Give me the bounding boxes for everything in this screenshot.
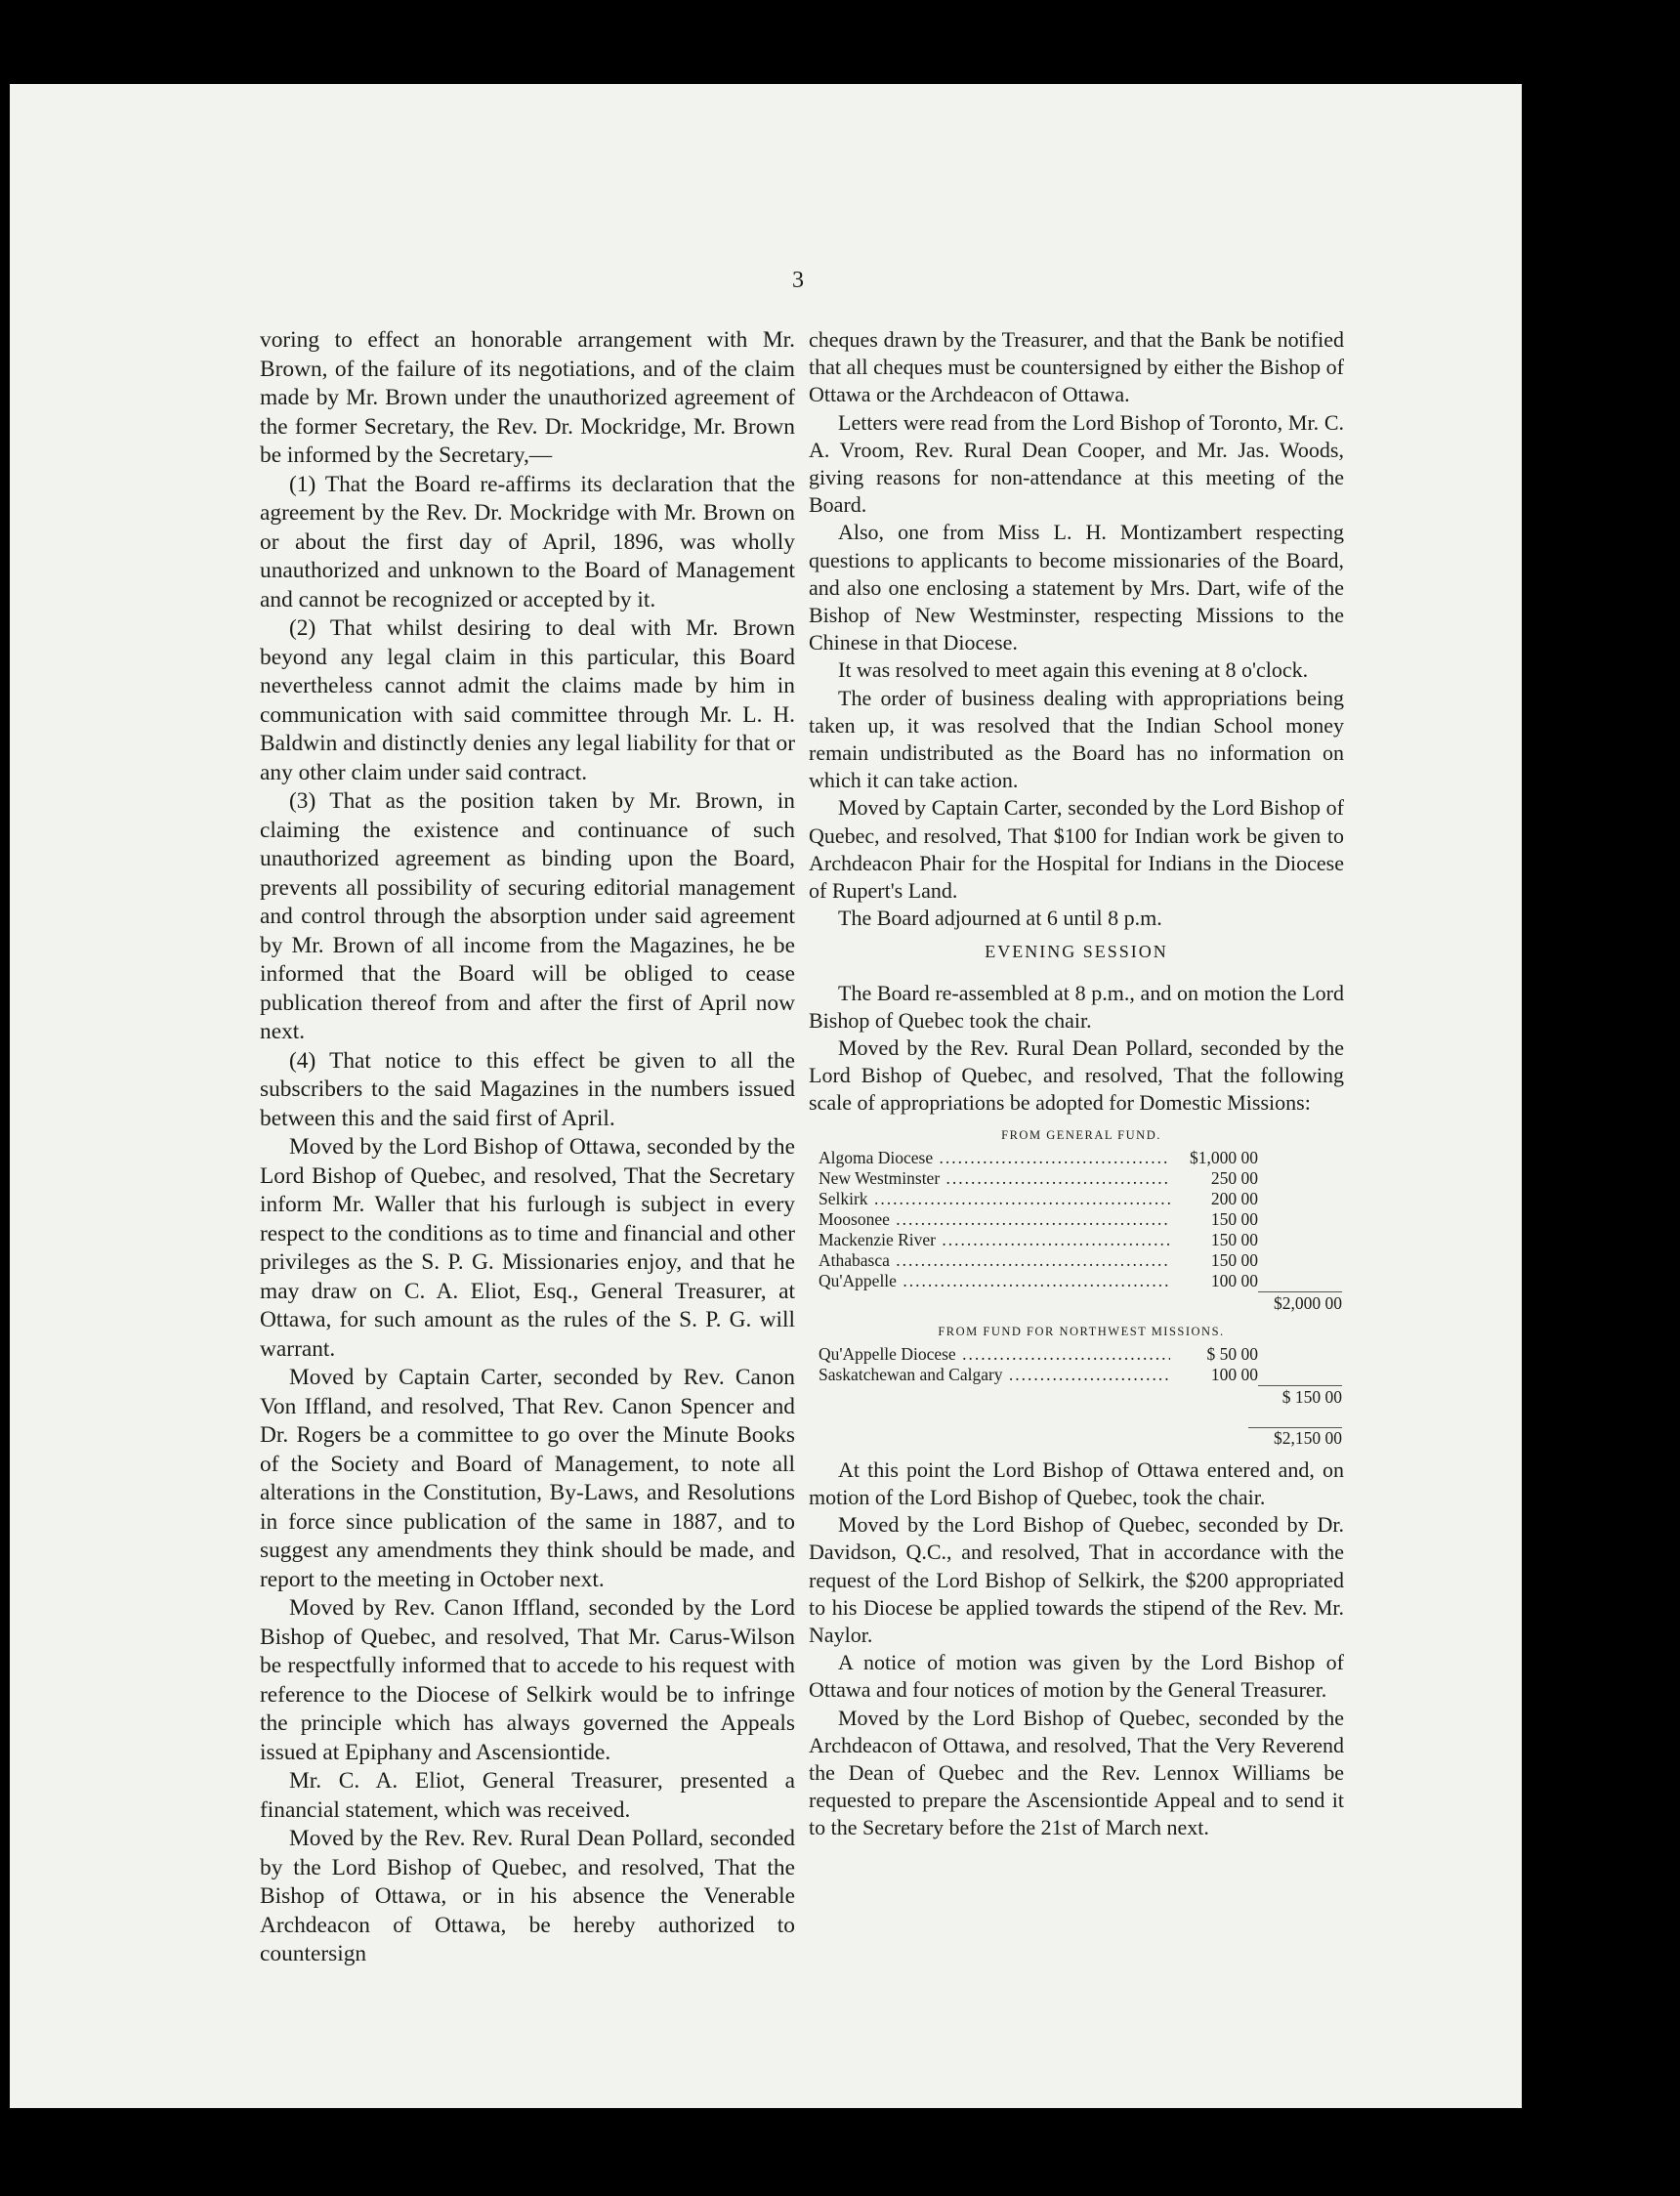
- table-row: [819, 1209, 1258, 1230]
- paragraph: The order of business dealing with appropriations being taken up, it was resolved that the Indian School money remain undistributed as the Board has no information on which it can take action.: [809, 685, 1344, 793]
- paragraph: cheques drawn by the Treasurer, and that the Bank be notified that all cheques must be countersigned by either the Bishop of Ottawa or the Archdeacon of Ottawa.: [809, 327, 1344, 407]
- paragraph: The Board adjourned at 6 until 8 p.m.: [838, 906, 1162, 931]
- document-page: [10, 84, 1522, 2108]
- row-name: New Westminster .....: [819, 1168, 1170, 1189]
- northwest-fund-heading: FROM FUND FOR NORTHWEST MISSIONS.: [938, 1324, 1225, 1338]
- right-column: [809, 326, 1344, 1842]
- row-amount: 150 00: [1210, 1208, 1258, 1229]
- paragraph: (3) That as the position taken by Mr. Brown, in claiming the existence and continuance of such unauthorized agreement as binding upon the Board, prevents all possibility of securing editorial management and control through the absorption under said agreement by Mr. Brown of all income from the Magazines, he be informed that the Board will be obliged to cease publication thereof from and after the first of April now next.: [260, 788, 795, 1044]
- row-name: Selkirk .....: [819, 1189, 1170, 1209]
- table-row: [819, 1271, 1258, 1291]
- row-name: Saskatchewan and Calgary .....: [819, 1365, 1170, 1385]
- paragraph: Letters were read from the Lord Bishop of Toronto, Mr. C. A. Vroom, Rev. Rural Dean Cooper, and Mr. Jas. Woods, giving reasons for non-attendance at this meeting of the Board.: [809, 409, 1344, 518]
- row-amount: $1,000 00: [1190, 1147, 1258, 1167]
- table-row: [819, 1148, 1258, 1168]
- row-amount: 200 00: [1210, 1188, 1258, 1208]
- paragraph: (1) That the Board re-affirms its declaration that the agreement by the Rev. Dr. Mockridge with Mr. Brown on or about the first day of April, 1896, was wholly unauthorized and unknown to the Board of Management and cannot be recognized or accepted by it.: [260, 471, 795, 612]
- row-amount: 150 00: [1210, 1249, 1258, 1270]
- row-name: Qu'Appelle .....: [819, 1271, 1170, 1291]
- evening-session-heading: EVENING SESSION: [985, 942, 1168, 962]
- paragraph: Mr. C. A. Eliot, General Treasurer, presented a financial statement, which was received.: [260, 1768, 795, 1823]
- paragraph: Also, one from Miss L. H. Montizambert respecting questions to applicants to become missionaries of the Board, and also one enclosing a statement by Mrs. Dart, wife of the Bishop of New Westminster, respecting Missions to the Chinese in that Diocese.: [809, 520, 1344, 655]
- paragraph: It was resolved to meet again this evening at 8 o'clock.: [838, 657, 1309, 683]
- row-amount: 250 00: [1210, 1167, 1258, 1188]
- paragraph: Moved by the Rev. Rev. Rural Dean Pollard, seconded by the Lord Bishop of Quebec, and resolved, That the Bishop of Ottawa, or in his absence the Venerable Archdeacon of Ottawa, be hereby authorized to countersign: [260, 1826, 795, 1966]
- row-name: Algoma Diocese .....: [819, 1148, 1170, 1168]
- northwest-fund-subtotal: $ 150 00: [1258, 1385, 1342, 1408]
- table-row: [819, 1344, 1258, 1365]
- table-row: [819, 1168, 1258, 1189]
- table-row: [819, 1230, 1258, 1250]
- row-name: Mackenzie River .....: [819, 1230, 1170, 1250]
- row-name: Moosonee .....: [819, 1209, 1170, 1230]
- general-fund-subtotal: $2,000 00: [1258, 1291, 1342, 1314]
- row-amount: 100 00: [1210, 1270, 1258, 1290]
- row-amount: 100 00: [1210, 1364, 1258, 1384]
- paragraph: Moved by the Rev. Rural Dean Pollard, seconded by the Lord Bishop of Quebec, and resolved, That the following scale of appropriations be adopted for Domestic Missions:: [809, 1035, 1344, 1116]
- grand-total: $2,150 00: [1248, 1427, 1342, 1449]
- left-column: [260, 326, 795, 1969]
- paragraph: A notice of motion was given by the Lord Bishop of Ottawa and four notices of motion by the General Treasurer.: [809, 1650, 1344, 1703]
- row-amount: $ 50 00: [1206, 1343, 1258, 1364]
- paragraph: voring to effect an honorable arrangement with Mr. Brown, of the failure of its negotiations, and of the claim made by Mr. Brown under the unauthorized agreement of the former Secretary, the Rev. Dr. Mockridge, Mr. Brown be informed by the Secretary,—: [260, 327, 795, 468]
- general-fund-heading: FROM GENERAL FUND.: [1001, 1127, 1161, 1142]
- paragraph: (2) That whilst desiring to deal with Mr. Brown beyond any legal claim in this particular, this Board nevertheless cannot admit the claims made by him in communication with said committee through Mr. L. H. Baldwin and distinctly denies any legal liability for that or any other claim under said contract.: [260, 615, 795, 785]
- paragraph: (4) That notice to this effect be given to all the subscribers to the said Magazines in the numbers issued between this and the said first of April.: [260, 1047, 795, 1131]
- paragraph: Moved by Rev. Canon Iffland, seconded by the Lord Bishop of Quebec, and resolved, That Mr. Carus-Wilson be respectfully informed that to accede to his request with reference to the Diocese of Selkirk would be to infringe the principle which has always governed the Appeals issued at Epiphany and Ascensiontide.: [260, 1595, 795, 1765]
- page-number: 3: [792, 268, 804, 293]
- table-row: [819, 1365, 1258, 1385]
- paragraph: Moved by Captain Carter, seconded by the Lord Bishop of Quebec, and resolved, That $100 for Indian work be given to Archdeacon Phair for the Hospital for Indians in the Diocese of Rupert's Land.: [809, 795, 1344, 904]
- paragraph: Moved by Captain Carter, seconded by Rev. Canon Von Iffland, and resolved, That Rev. Canon Spencer and Dr. Rogers be a committee to go over the Minute Books of the Society and Board of Management, to note all alterations in the Constitution, By-Laws, and Resolutions in force since publication of the same in 1887, and to suggest any amendments they think should be made, and report to the meeting in October next.: [260, 1365, 795, 1592]
- paragraph: Moved by the Lord Bishop of Ottawa, seconded by the Lord Bishop of Quebec, and resolved, That the Secretary inform Mr. Waller that his furlough is subject in every respect to the conditions as to time and financial and other privileges as the S. P. G. Missionaries enjoy, and that he may draw on C. A. Eliot, Esq., General Treasurer, at Ottawa, for such amount as the rules of the S. P. G. will warrant.: [260, 1134, 795, 1362]
- appropriations-table: [819, 1125, 1344, 1449]
- paragraph: Moved by the Lord Bishop of Quebec, seconded by Dr. Davidson, Q.C., and resolved, That in accordance with the request of the Lord Bishop of Selkirk, the $200 appropriated to his Diocese be applied towards the stipend of the Rev. Mr. Naylor.: [809, 1512, 1344, 1647]
- row-name: Athabasca .....: [819, 1250, 1170, 1271]
- paragraph: At this point the Lord Bishop of Ottawa entered and, on motion of the Lord Bishop of Quebec, took the chair.: [809, 1457, 1344, 1509]
- table-row: [819, 1189, 1258, 1209]
- row-amount: 150 00: [1210, 1229, 1258, 1249]
- paragraph: Moved by the Lord Bishop of Quebec, seconded by the Archdeacon of Ottawa, and resolved, That the Very Reverend the Dean of Quebec and the Rev. Lennox Williams be requested to prepare the Ascensiontide Appeal and to send it to the Secretary before the 21st of March next.: [809, 1705, 1344, 1840]
- row-name: Qu'Appelle Diocese .....: [819, 1344, 1170, 1365]
- table-row: [819, 1250, 1258, 1271]
- paragraph: The Board re-assembled at 8 p.m., and on motion the Lord Bishop of Quebec took the chair.: [809, 980, 1344, 1033]
